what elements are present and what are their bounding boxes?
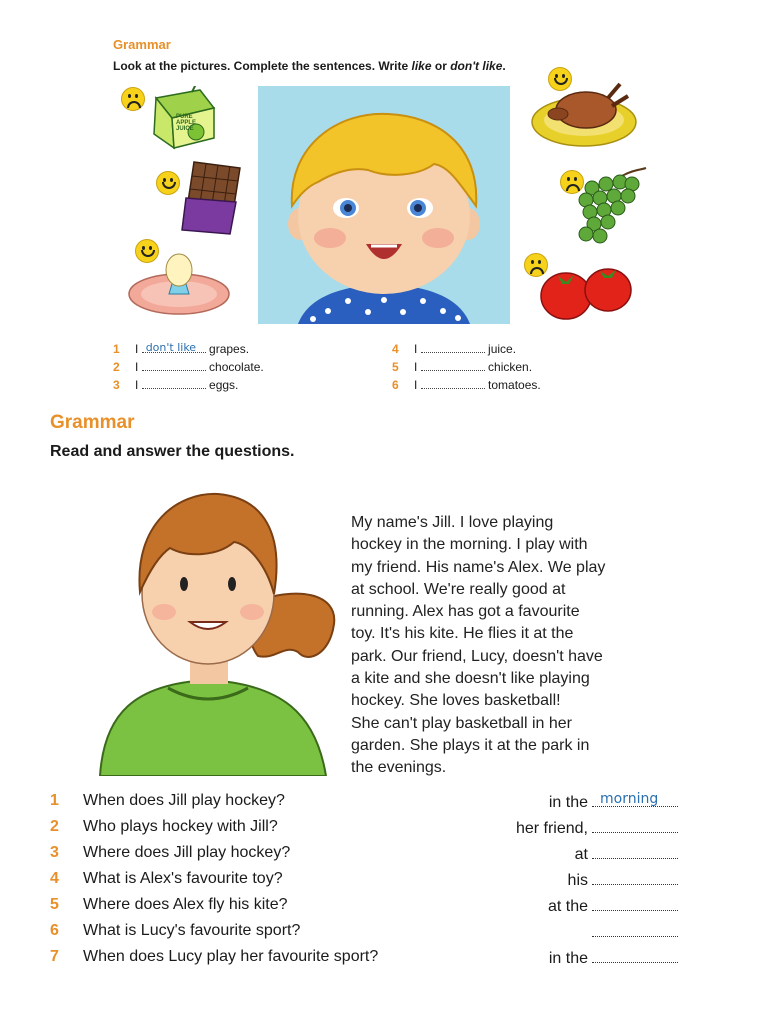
section2-heading: Grammar [50, 412, 135, 433]
handwritten-answer: morning [600, 791, 659, 807]
sentence-1: 1 I don't like grapes. [113, 341, 250, 356]
answer-blank[interactable] [142, 378, 206, 389]
chicken-picture [530, 78, 638, 148]
question-row: 5 Where does Alex fly his kite? at the [50, 896, 678, 922]
sentence-4: 4 I juice. [392, 342, 517, 356]
sad-face-icon [121, 87, 145, 111]
sentence-2: 2 I chocolate. [113, 360, 264, 374]
sentence-3: 3 I eggs. [113, 378, 239, 392]
question-row: 4 What is Alex's favourite toy? his [50, 870, 678, 896]
sad-face-icon [560, 170, 584, 194]
section1-instruction: Look at the pictures. Complete the sentences. Write like or don't like. [113, 59, 506, 73]
answer-blank[interactable] [142, 360, 206, 371]
question-row: 1 When does Jill play hockey? in the morning [50, 792, 678, 818]
answer-blank[interactable] [592, 948, 678, 963]
girl-picture [98, 484, 338, 776]
answer-blank[interactable] [142, 342, 206, 353]
answer-blank[interactable] [592, 792, 678, 807]
happy-face-icon [156, 171, 180, 195]
story-line: a kite and she doesn't like playing [351, 670, 590, 688]
question-row: 7 When does Lucy play her favourite sport? in the [50, 948, 678, 974]
happy-face-icon [548, 67, 572, 91]
apple-juice-picture [148, 86, 220, 150]
section2-instruction: Read and answer the questions. [50, 443, 295, 460]
answer-blank[interactable] [592, 896, 678, 911]
sentence-6: 6 I tomatoes. [392, 378, 541, 392]
section1-heading: Grammar [113, 37, 171, 52]
handwritten-answer: don't like [145, 341, 197, 354]
boy-picture [258, 86, 510, 324]
story-line: my friend. His name's Alex. We play [351, 558, 606, 576]
answer-blank[interactable] [592, 818, 678, 833]
question-row: 6 What is Lucy's favourite sport? [50, 922, 678, 948]
answer-blank[interactable] [592, 922, 678, 937]
answer-blank[interactable] [592, 870, 678, 885]
sentence-5: 5 I chicken. [392, 360, 533, 374]
answer-blank[interactable] [421, 342, 485, 353]
story-line: the evenings. [351, 759, 447, 777]
story-line: running. Alex has got a favourite [351, 603, 580, 621]
story-line: She can't play basketball in her [351, 714, 572, 732]
story-text [351, 512, 671, 780]
story-line: at school. We're really good at [351, 580, 566, 598]
story-line: toy. It's his kite. He flies it at the [351, 625, 574, 643]
answer-blank[interactable] [592, 844, 678, 859]
question-row: 3 Where does Jill play hockey? at [50, 844, 678, 870]
tomatoes-picture [538, 262, 634, 322]
answer-blank[interactable] [421, 378, 485, 389]
question-row: 2 Who plays hockey with Jill? her friend, [50, 818, 678, 844]
sad-face-icon [524, 253, 548, 277]
story-line: My name's Jill. I love playing [351, 514, 554, 531]
answer-blank[interactable] [421, 360, 485, 371]
story-line: garden. She plays it at the park in [351, 736, 590, 754]
happy-face-icon [135, 239, 159, 263]
story-line: hockey. She loves basketball! [351, 692, 561, 710]
story-line: park. Our friend, Lucy, doesn't have [351, 647, 603, 665]
story-line: hockey in the morning. I play with [351, 536, 588, 554]
chocolate-picture [180, 158, 246, 238]
juice-box-label: PURE APPLE JUICE [176, 114, 197, 132]
